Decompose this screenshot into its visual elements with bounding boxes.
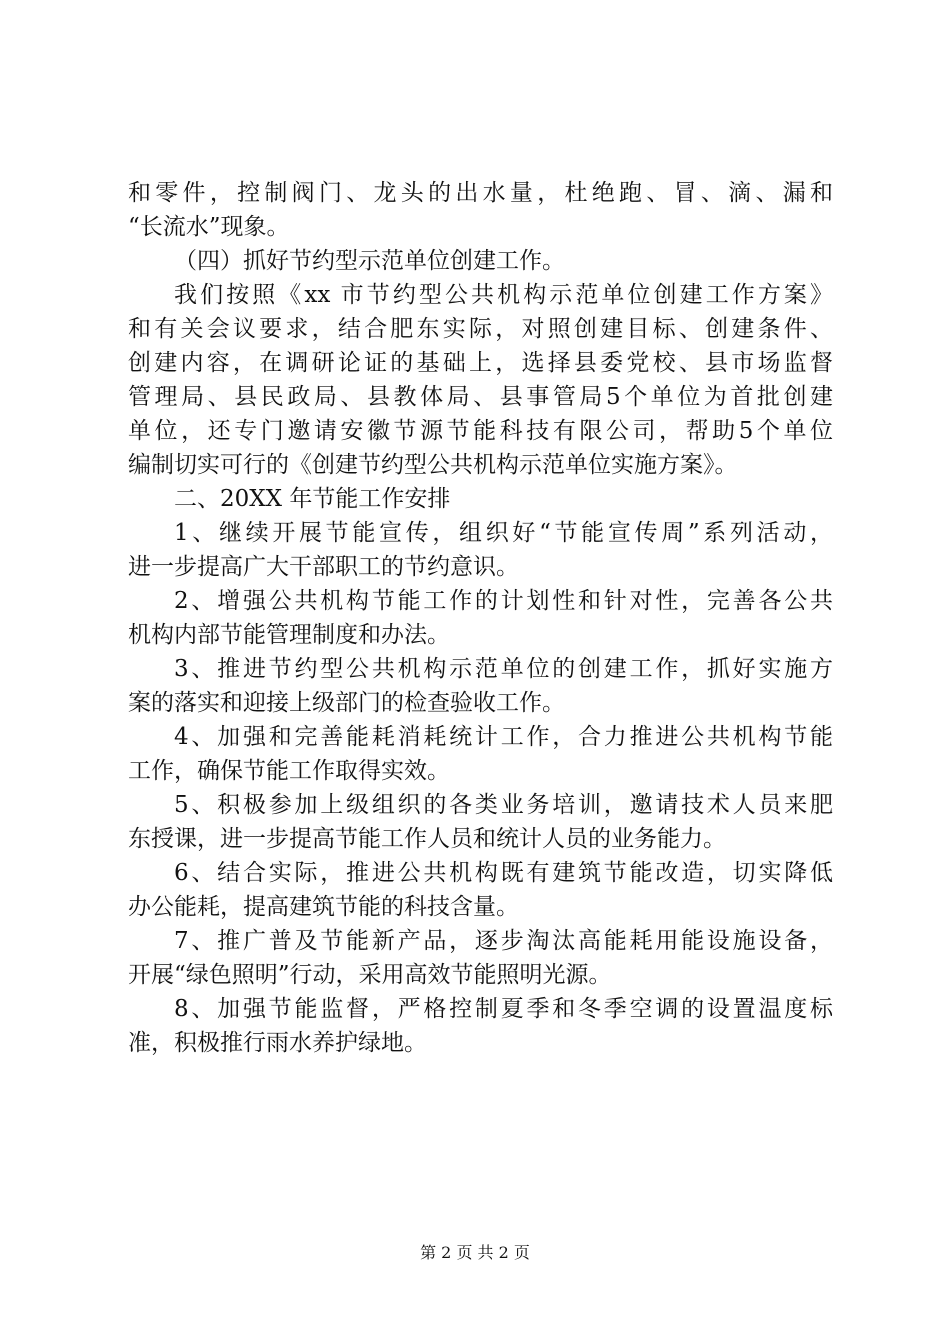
list-item: 3、推进节约型公共机构示范单位的创建工作，抓好实施方 bbox=[174, 656, 833, 682]
body-line: 和零件，控制阀门、龙头的出水量，杜绝跑、冒、滴、漏和 bbox=[128, 180, 833, 206]
body-line: 管理局、县民政局、县教体局、县事管局5个单位为首批创建 bbox=[128, 384, 833, 410]
list-item-continuation: 办公能耗，提高建筑节能的科技含量。 bbox=[128, 894, 519, 920]
section-heading: 二、20XX 年节能工作安排 bbox=[174, 486, 451, 512]
body-line: 单位，还专门邀请安徽节源节能科技有限公司，帮助5个单位 bbox=[128, 418, 833, 444]
list-item-continuation: 开展“绿色照明”行动，采用高效节能照明光源。 bbox=[128, 962, 612, 988]
body-line: 我们按照《xx 市节约型公共机构示范单位创建工作方案》 bbox=[174, 282, 833, 308]
list-item-continuation: 工作，确保节能工作取得实效。 bbox=[128, 758, 450, 784]
list-item: 8、加强节能监督，严格控制夏季和冬季空调的设置温度标 bbox=[174, 996, 833, 1022]
list-item: 7、推广普及节能新产品，逐步淘汰高能耗用能设施设备， bbox=[174, 928, 833, 954]
body-line: “长流水”现象。 bbox=[128, 214, 290, 240]
list-item-continuation: 东授课，进一步提高节能工作人员和统计人员的业务能力。 bbox=[128, 826, 726, 852]
list-item: 6、结合实际，推进公共机构既有建筑节能改造，切实降低 bbox=[174, 860, 833, 886]
list-item-continuation: 准，积极推行雨水养护绿地。 bbox=[128, 1030, 427, 1056]
list-item: 5、积极参加上级组织的各类业务培训，邀请技术人员来肥 bbox=[174, 792, 833, 818]
body-line: 创建内容，在调研论证的基础上，选择县委党校、县市场监督 bbox=[128, 350, 833, 376]
section-heading: （四）抓好节约型示范单位创建工作。 bbox=[174, 248, 565, 274]
page-number-footer: 第 2 页 共 2 页 bbox=[420, 1243, 530, 1262]
body-line: 编制切实可行的《创建节约型公共机构示范单位实施方案》。 bbox=[128, 452, 738, 478]
list-item-continuation: 进一步提高广大干部职工的节约意识。 bbox=[128, 554, 519, 580]
list-item: 1、继续开展节能宣传，组织好“节能宣传周”系列活动， bbox=[174, 520, 833, 546]
list-item: 4、加强和完善能耗消耗统计工作，合力推进公共机构节能 bbox=[174, 724, 833, 750]
list-item-continuation: 案的落实和迎接上级部门的检查验收工作。 bbox=[128, 690, 565, 716]
list-item: 2、增强公共机构节能工作的计划性和针对性，完善各公共 bbox=[174, 588, 833, 614]
document-body bbox=[128, 176, 833, 1060]
list-item-continuation: 机构内部节能管理制度和办法。 bbox=[128, 622, 450, 648]
body-line: 和有关会议要求，结合肥东实际，对照创建目标、创建条件、 bbox=[128, 316, 833, 342]
